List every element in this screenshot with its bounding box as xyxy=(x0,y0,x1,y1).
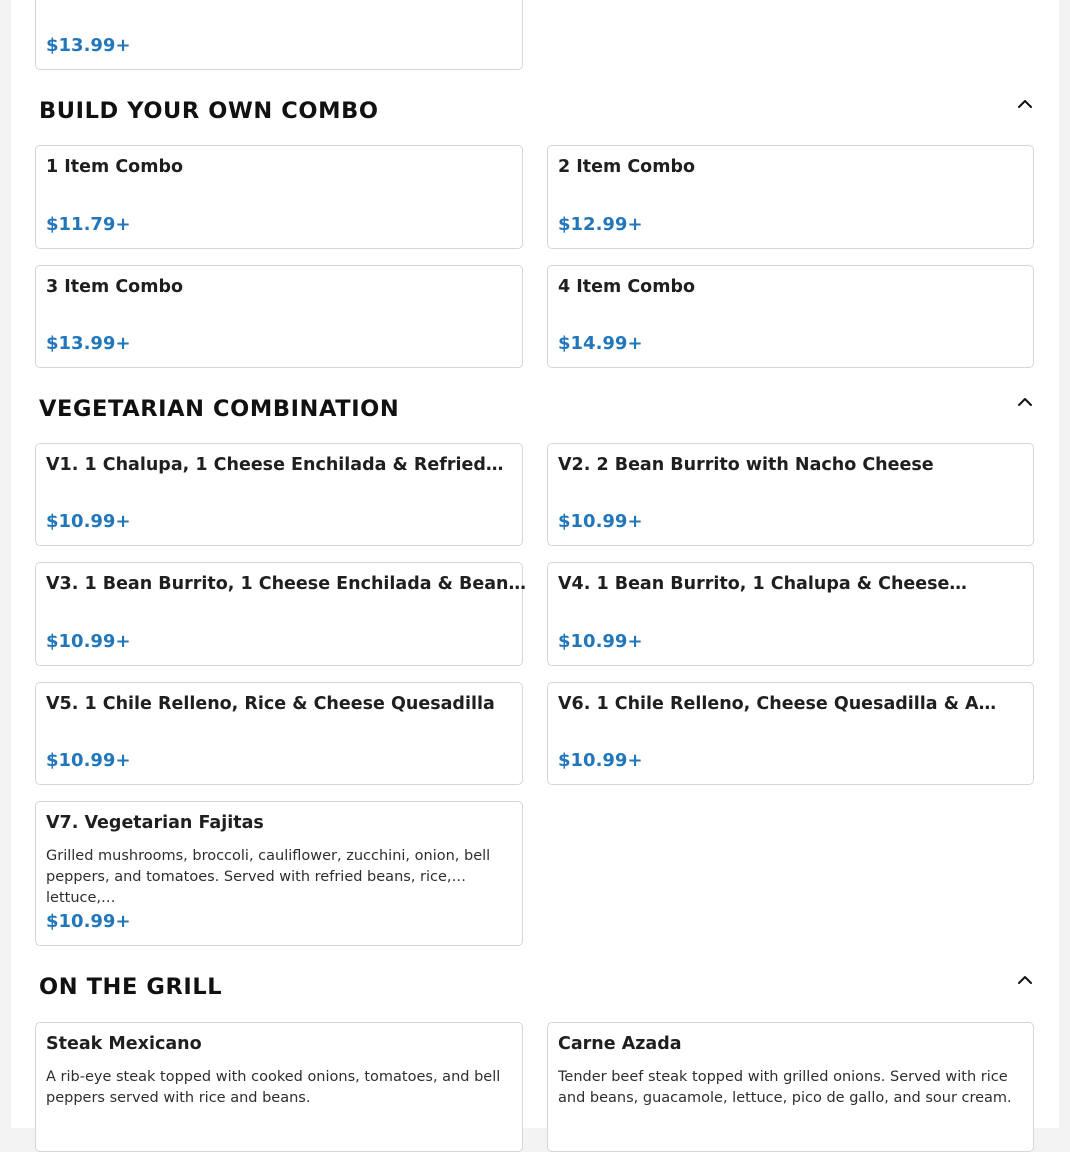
item-price: $11.79+ xyxy=(46,214,131,235)
menu-item-card[interactable] xyxy=(35,562,526,666)
menu-item-card[interactable] xyxy=(35,1022,523,1152)
item-price: $10.99+ xyxy=(46,750,131,771)
item-price: $10.99+ xyxy=(558,631,643,652)
menu-item-card[interactable] xyxy=(547,443,1034,546)
item-name: 4 Item Combo xyxy=(558,277,695,297)
menu-page xyxy=(11,0,1059,1128)
section-title-on-the-grill: ON THE GRILL xyxy=(39,974,223,1000)
menu-item-card[interactable] xyxy=(35,801,523,946)
item-name: V6. 1 Chile Relleno, Cheese Quesadilla & A… xyxy=(558,694,997,714)
menu-item-card[interactable] xyxy=(35,145,523,249)
menu-item-card[interactable] xyxy=(35,443,523,546)
item-price: $14.99+ xyxy=(558,333,643,354)
item-name: 1 Item Combo xyxy=(46,157,183,177)
chevron-up-icon[interactable] xyxy=(1013,92,1037,116)
item-description: Tender beef steak topped with grilled onions. Served with rice and beans, guacamole, lettuce, pico de gallo, and sour cream. xyxy=(558,1069,1012,1106)
menu-item-card[interactable] xyxy=(547,562,1034,666)
item-description: Grilled mushrooms, broccoli, cauliflower, zucchini, onion, bell peppers, and tomatoes. Served with refried beans, rice, lettuce,… xyxy=(46,848,491,906)
item-description: A rib-eye steak topped with cooked onions, tomatoes, and bell peppers served with rice and beans. xyxy=(46,1069,501,1106)
chevron-up-icon[interactable] xyxy=(1013,390,1037,414)
item-price: $13.99+ xyxy=(46,35,131,56)
item-price: $13.99+ xyxy=(46,333,131,354)
item-name: V1. 1 Chalupa, 1 Cheese Enchilada & Refried… xyxy=(46,455,504,475)
item-name: V3. 1 Bean Burrito, 1 Cheese Enchilada & Bean… xyxy=(46,574,526,594)
menu-item-card[interactable] xyxy=(35,265,523,368)
item-price: $10.99+ xyxy=(558,750,643,771)
menu-item-card[interactable] xyxy=(547,682,1034,785)
item-price: $10.99+ xyxy=(46,511,131,532)
menu-item-card[interactable] xyxy=(35,682,523,785)
section-title-vegetarian-combination: VEGETARIAN COMBINATION xyxy=(39,396,400,422)
item-price: $10.99+ xyxy=(558,511,643,532)
item-name: 3 Item Combo xyxy=(46,277,183,297)
item-price: $10.99+ xyxy=(46,911,131,932)
item-name: Carne Azada xyxy=(558,1034,682,1054)
item-price: $12.99+ xyxy=(558,214,643,235)
menu-item-card[interactable] xyxy=(547,1022,1034,1152)
menu-item-card[interactable] xyxy=(547,145,1034,249)
menu-item-card[interactable] xyxy=(547,265,1034,368)
section-title-build-your-own-combo: BUILD YOUR OWN COMBO xyxy=(39,98,379,124)
chevron-up-icon[interactable] xyxy=(1013,968,1037,992)
item-name: V4. 1 Bean Burrito, 1 Chalupa & Cheese… xyxy=(558,574,967,594)
menu-item-card[interactable] xyxy=(35,0,523,70)
item-name: 2 Item Combo xyxy=(558,157,695,177)
item-price: $10.99+ xyxy=(46,631,131,652)
item-name: V2. 2 Bean Burrito with Nacho Cheese xyxy=(558,455,934,475)
item-name: V7. Vegetarian Fajitas xyxy=(46,813,264,833)
item-name: Steak Mexicano xyxy=(46,1034,202,1054)
item-name: V5. 1 Chile Relleno, Rice & Cheese Quesadilla xyxy=(46,694,495,714)
